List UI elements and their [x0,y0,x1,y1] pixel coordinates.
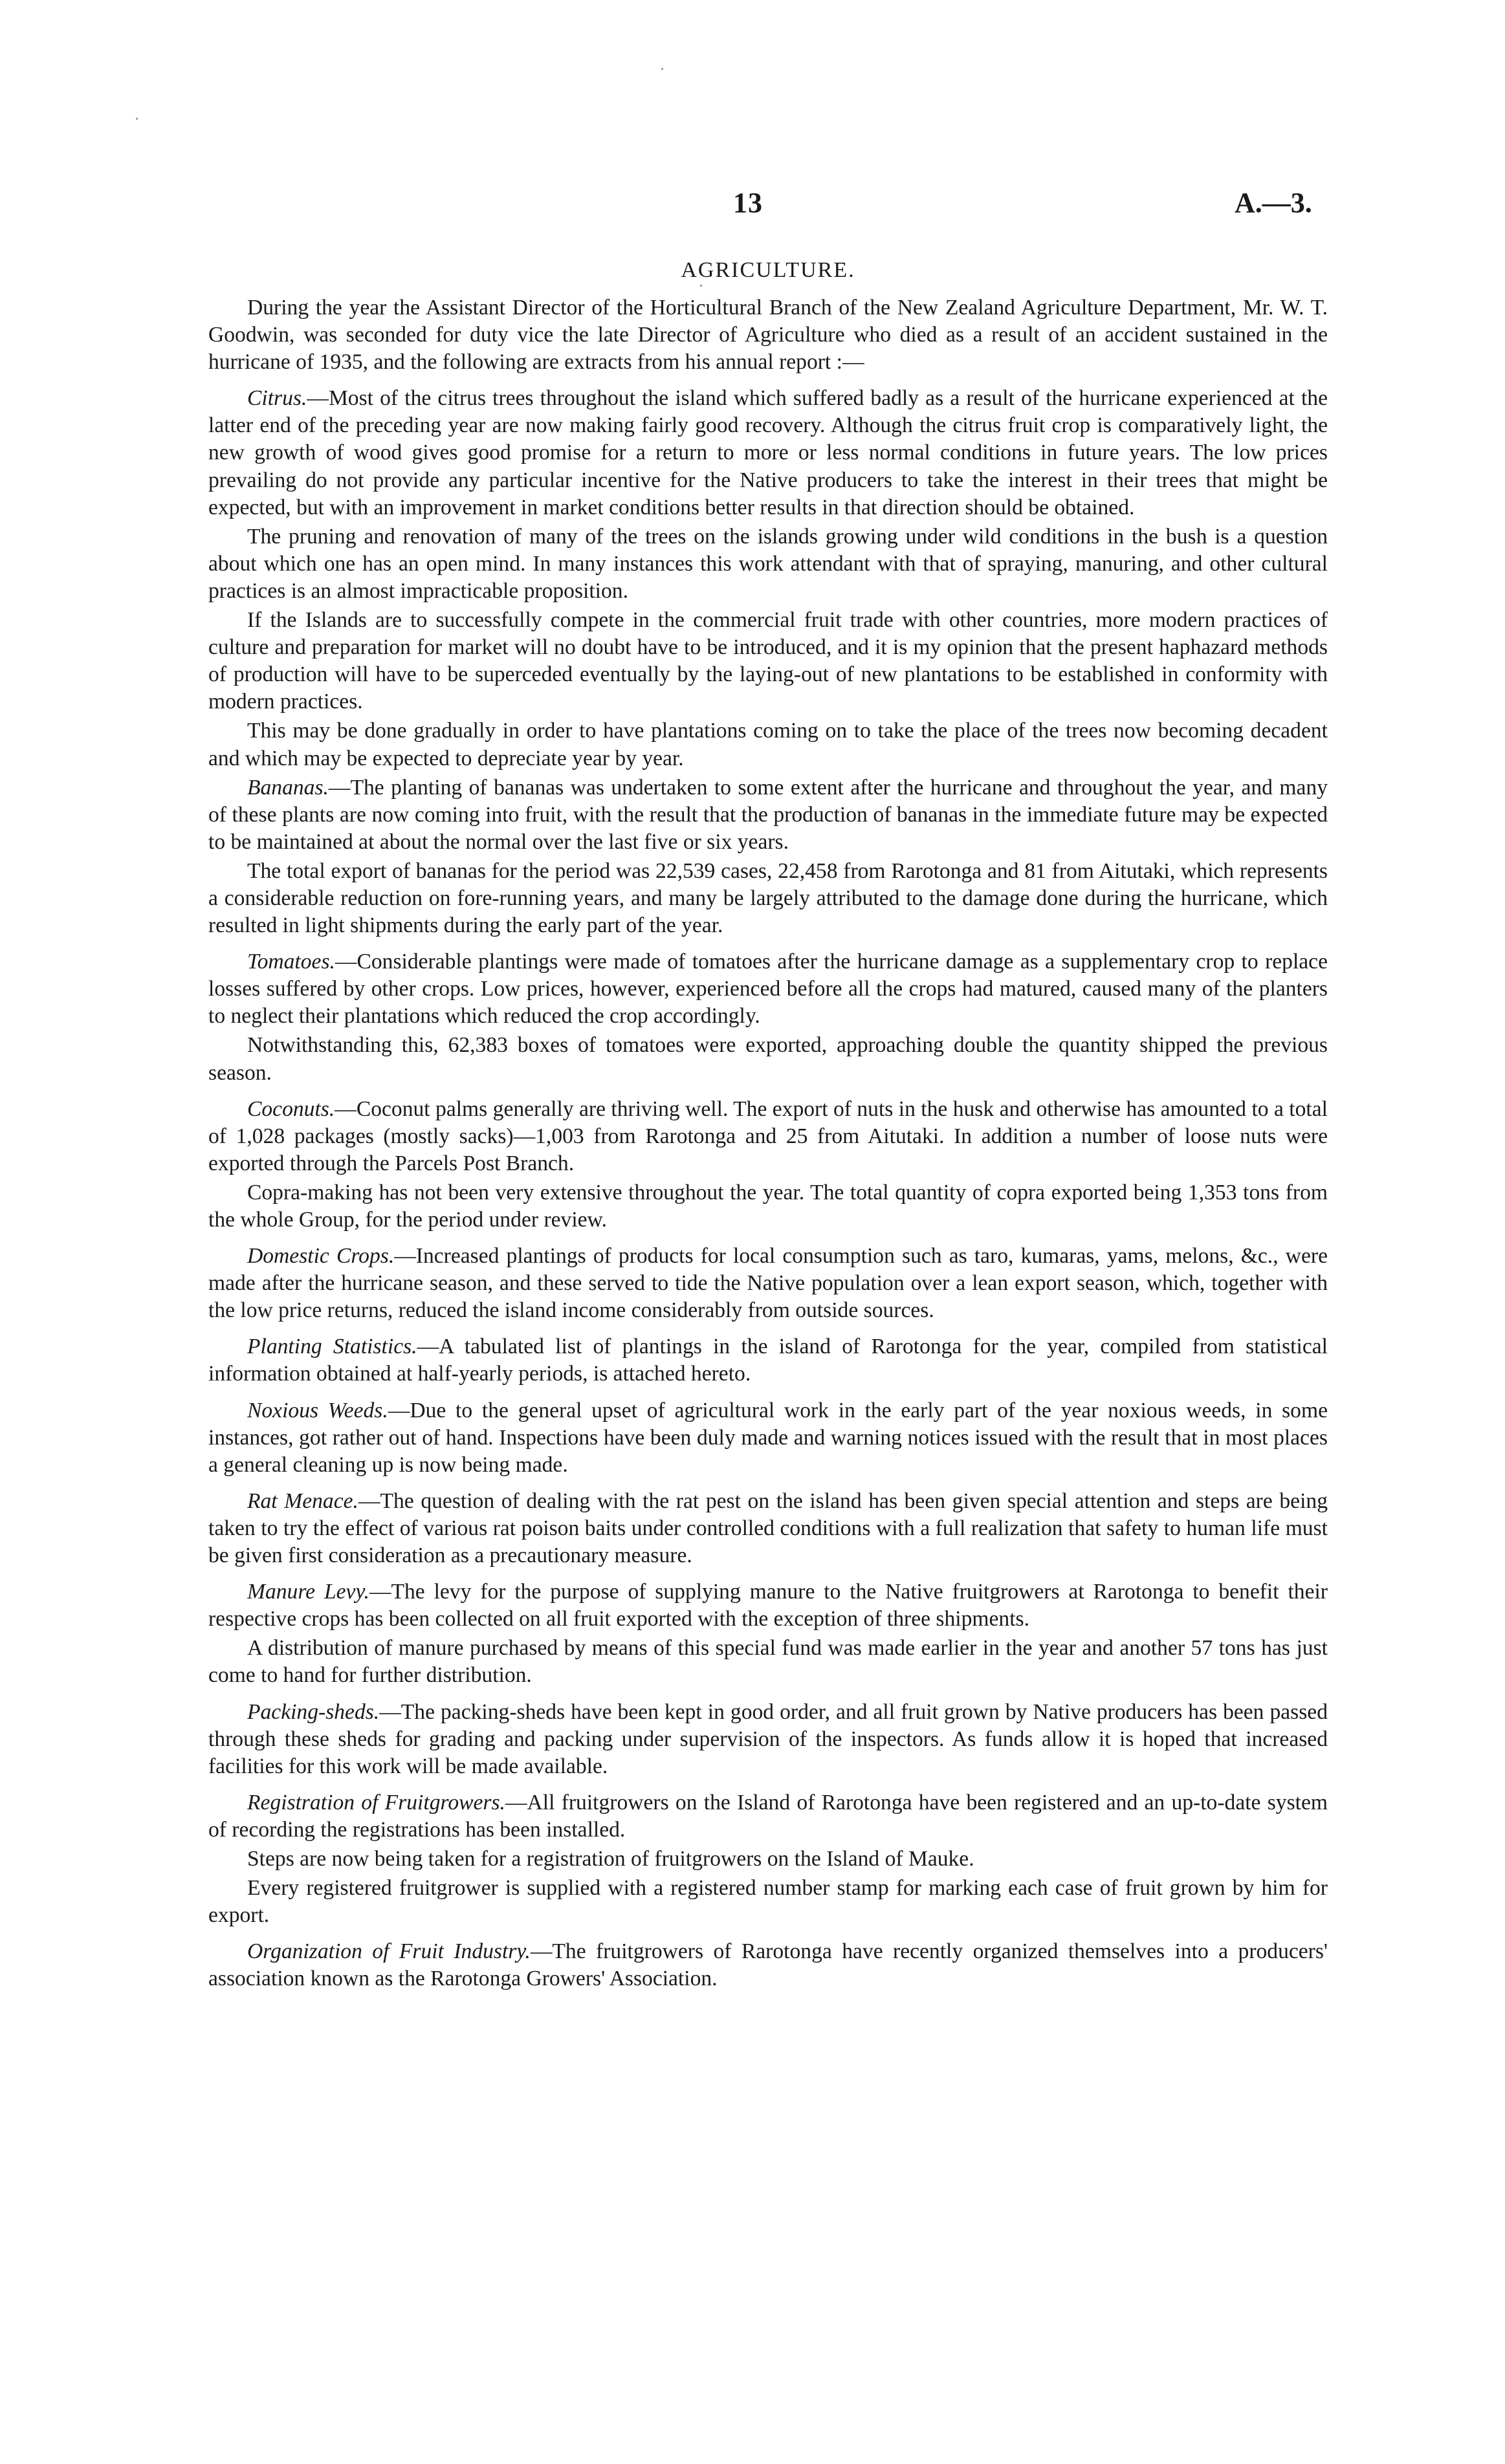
paragraph-heading: Packing-sheds. [247,1699,380,1724]
page-header [0,186,1505,225]
paragraph-packing-sheds [208,1699,1328,1780]
paragraph-heading: Manure Levy. [247,1580,369,1604]
paragraph-text: —The levy for the purpose of supplying manure to the Native fruitgrowers at Rarotonga to benefit their respective crops has been collected on all fruit exported with the exception of three shipments. [208,1580,1328,1631]
paragraph-text: A distribution of manure purchased by means of this special fund was made earlier in the year and another 57 tons has just come to hand for further distribution. [208,1636,1328,1688]
paragraph-text: The pruning and renovation of many of the trees on the islands growing under wild conditions in the bush is a question about which one has an open mind. In many instances this work attendant with that of spraying, manuring, and other cultural practices is an almost impracticable proposition. [208,524,1328,603]
paragraph-bananas-export [208,858,1328,939]
paragraph-heading: Domestic Crops. [247,1244,395,1269]
paragraph-text: —The question of dealing with the rat pest on the island has been given special attention and steps are being taken to try the effect of various rat poison baits under controlled conditions with a full realization that safety to human life must be given first consideration as a precautionary measure. [208,1488,1328,1568]
paragraph-text: —Coconut palms generally are thriving well. The export of nuts in the husk and otherwise has amounted to a total of 1,028 packages (mostly sacks)—1,003 from Rarotonga and 25 from Aitutaki. In addition a number of loose nuts were exported through the Parcels Post Branch. [208,1096,1328,1175]
paragraph-registration-mauke [208,1846,1328,1873]
scan-speck [136,118,138,120]
paragraph-text: Notwithstanding this, 62,383 boxes of tomatoes were exported, approaching double the quantity shipped the previous season. [208,1033,1328,1085]
paragraph-text: —Increased plantings of products for local consumption such as taro, kumaras, yams, melons, &c., were made after the hurricane season, and these served to tide the Native population over a lean export season, which, together with the low price returns, reduced the island income considerably from outside sources. [208,1244,1328,1323]
paragraph-organization [208,1938,1328,1992]
paragraph-copra [208,1179,1328,1234]
paragraph-heading: Registration of Fruitgrowers. [247,1790,505,1815]
paragraph-registration [208,1789,1328,1844]
paragraph-heading: Organization of Fruit Industry. [247,1939,531,1964]
paragraph-intro [208,294,1328,376]
paragraph-text: —The fruitgrowers of Rarotonga have recently organized themselves into a producers' association known as the Rarotonga Growers' Association. [208,1939,1328,1991]
paragraph-tomatoes [208,948,1328,1030]
paragraph-citrus-competition [208,607,1328,715]
paragraph-manure-distribution [208,1635,1328,1689]
paragraph-heading: Noxious Weeds. [247,1398,388,1423]
paragraph-citrus-plantations [208,717,1328,772]
paragraph-citrus [208,385,1328,521]
paragraph-manure-levy [208,1578,1328,1633]
paragraph-text: —The planting of bananas was undertaken to some extent after the hurricane and throughout the year, and many of these plants are now coming into fruit, with the result that the production of bananas in the immediate future may be expected to be maintained at about the normal over the last five or six years. [208,775,1328,854]
paragraph-text: Steps are now being taken for a registration of fruitgrowers on the Island of Mauke. [247,1846,974,1871]
paragraph-text: If the Islands are to successfully compete in the commercial fruit trade with other countries, more modern practices of culture and preparation for market will no doubt have to be introduced, and it is my opinion that the present haphazard methods of production will have to be superceded eventually by the laying-out of new plantations to be established in conformity with modern practices. [208,608,1328,714]
scan-speck [661,68,663,70]
paragraph-rat-menace [208,1488,1328,1569]
paragraph-tomatoes-export [208,1032,1328,1086]
paragraph-text: —All fruitgrowers on the Island of Rarotonga have been registered and an up-to-date system of recording the registrations has been installed. [208,1790,1328,1842]
paragraph-registration-stamp [208,1875,1328,1929]
paragraph-heading: Coconuts. [247,1096,335,1121]
paragraph-heading: Bananas. [247,775,329,800]
paragraph-heading: Citrus. [247,386,307,411]
paragraph-text: —Considerable plantings were made of tomatoes after the hurricane damage as a supplementary crop to replace losses suffered by other crops. Low prices, however, experienced before all the crops had matured, caused many of the planters to neglect their plantations which reduced the crop accordingly. [208,950,1328,1029]
document-body [208,256,1328,1994]
paragraph-domestic-crops [208,1243,1328,1324]
page-number: 13 [733,187,763,219]
paragraph-heading: Rat Menace. [247,1488,358,1513]
paragraph-text: Copra-making has not been very extensive throughout the year. The total quantity of copra exported being 1,353 tons from the whole Group, for the period under review. [208,1180,1328,1232]
paragraph-coconuts [208,1096,1328,1177]
section-title: AGRICULTURE. [681,258,855,282]
paragraph-text: —Most of the citrus trees throughout the island which suffered badly as a result of the hurricane experienced at the latter end of the preceding year are now making fairly good recovery. Although the citrus fruit crop is comparatively light, the new growth of wood gives good promise for a return to more or less normal conditions in future years. The low prices prevailing do not provide any particular incentive for the Native producers to take the interest in their trees that might be expected, but with an improvement in market conditions better results in that direction should be obtained. [208,386,1328,519]
paragraph-heading: Tomatoes. [247,950,335,974]
paragraph-citrus-pruning [208,523,1328,605]
paragraph-heading: Planting Statistics. [247,1335,417,1359]
paragraph-text: The total export of bananas for the period was 22,539 cases, 22,458 from Rarotonga and 81 from Aitutaki, which represents a considerable reduction on fore-running years, and many be largely attributed to the damage done during the hurricane, which resulted in light shipments during the early part of the year. [208,858,1328,938]
document-reference: A.—3. [1235,187,1312,219]
paragraph-text: —The packing-sheds have been kept in good order, and all fruit grown by Native producers has been passed through these sheds for grading and packing under supervision of the inspectors. As funds allow it is hoped that increased facilities for this work will be made available. [208,1699,1328,1778]
paragraph-text: —A tabulated list of plantings in the island of Rarotonga for the year, compiled from statistical information obtained at half-yearly periods, is attached hereto. [208,1335,1328,1386]
paragraph-text: During the year the Assistant Director of the Horticultural Branch of the New Zealand Agriculture Department, Mr. W. T. Goodwin, was seconded for duty vice the late Director of Agriculture who died as a result of an accident sustained in the hurricane of 1935, and the following are extracts from his annual report :— [208,296,1328,375]
paragraph-noxious-weeds [208,1397,1328,1479]
paragraph-text: —Due to the general upset of agricultural work in the early part of the year noxious weeds, in some instances, got rather out of hand. Inspections have been duly made and warning notices issued with the result that in most places a general cleaning up is now being made. [208,1398,1328,1477]
paragraph-text: This may be done gradually in order to have plantations coming on to take the place of the trees now becoming decadent and which may be expected to depreciate year by year. [208,719,1328,770]
paragraph-planting-statistics [208,1333,1328,1388]
paragraph-text: Every registered fruitgrower is supplied with a registered number stamp for marking each case of fruit grown by him for export. [208,1876,1328,1928]
paragraph-bananas [208,774,1328,856]
